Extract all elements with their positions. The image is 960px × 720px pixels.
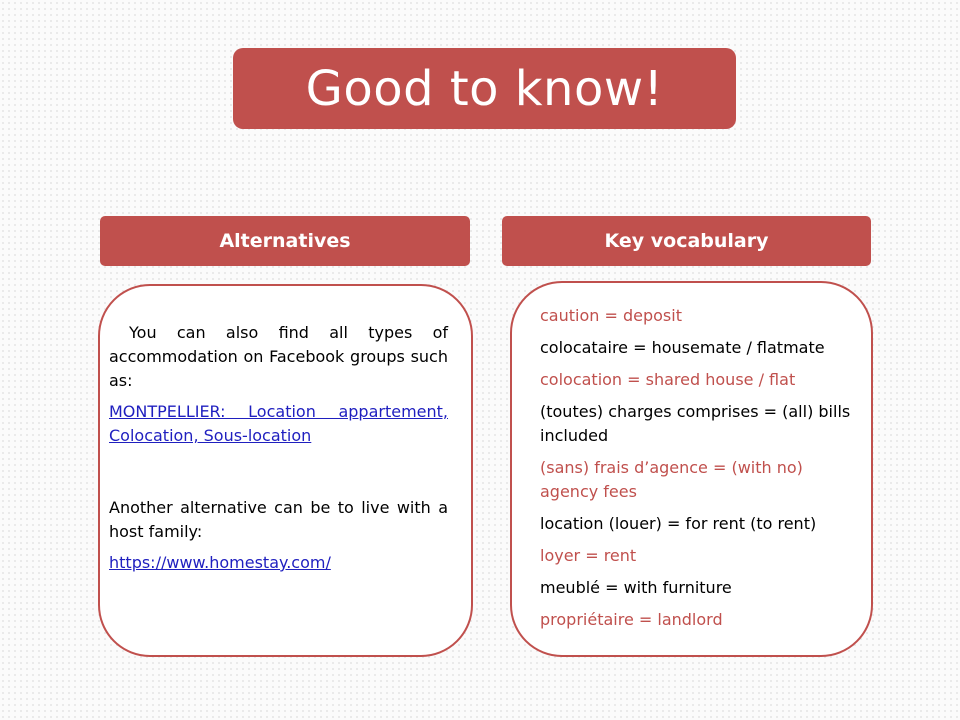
vocab-item: location (louer) = for rent (to rent) [540, 514, 817, 533]
alternatives-header [100, 216, 470, 266]
vocabulary-header [502, 216, 871, 266]
host-family-text: Another alternative can be to live with a host family: [109, 498, 448, 541]
vocabulary-heading: Key vocabulary [604, 230, 769, 252]
vocabulary-panel [510, 281, 873, 657]
alternatives-heading: Alternatives [219, 230, 351, 252]
vocabulary-list [540, 304, 851, 632]
facebook-group-link[interactable]: MONTPELLIER: Location appartement, Colocation, Sous-location [109, 402, 448, 445]
vocab-item: propriétaire = landlord [540, 610, 723, 629]
alternatives-intro: You can also find all types of accommodation on Facebook groups such as: [109, 323, 448, 390]
vocab-item: colocataire = housemate / flatmate [540, 338, 825, 357]
facebook-group-paragraph [109, 400, 448, 448]
vocab-item: meublé = with furniture [540, 578, 732, 597]
vocab-item: caution = deposit [540, 306, 682, 325]
slide-title [233, 48, 736, 129]
homestay-paragraph [109, 551, 448, 575]
vocab-item: loyer = rent [540, 546, 637, 565]
vocab-item: (toutes) charges comprises = (all) bills included [540, 402, 851, 445]
slide-title-text: Good to know! [305, 60, 664, 117]
vocab-item: (sans) frais d’agence = (with no) agency fees [540, 458, 803, 501]
homestay-link[interactable]: https://www.homestay.com/ [109, 553, 331, 572]
vocab-item: colocation = shared house / flat [540, 370, 796, 389]
alternatives-panel [98, 284, 473, 657]
